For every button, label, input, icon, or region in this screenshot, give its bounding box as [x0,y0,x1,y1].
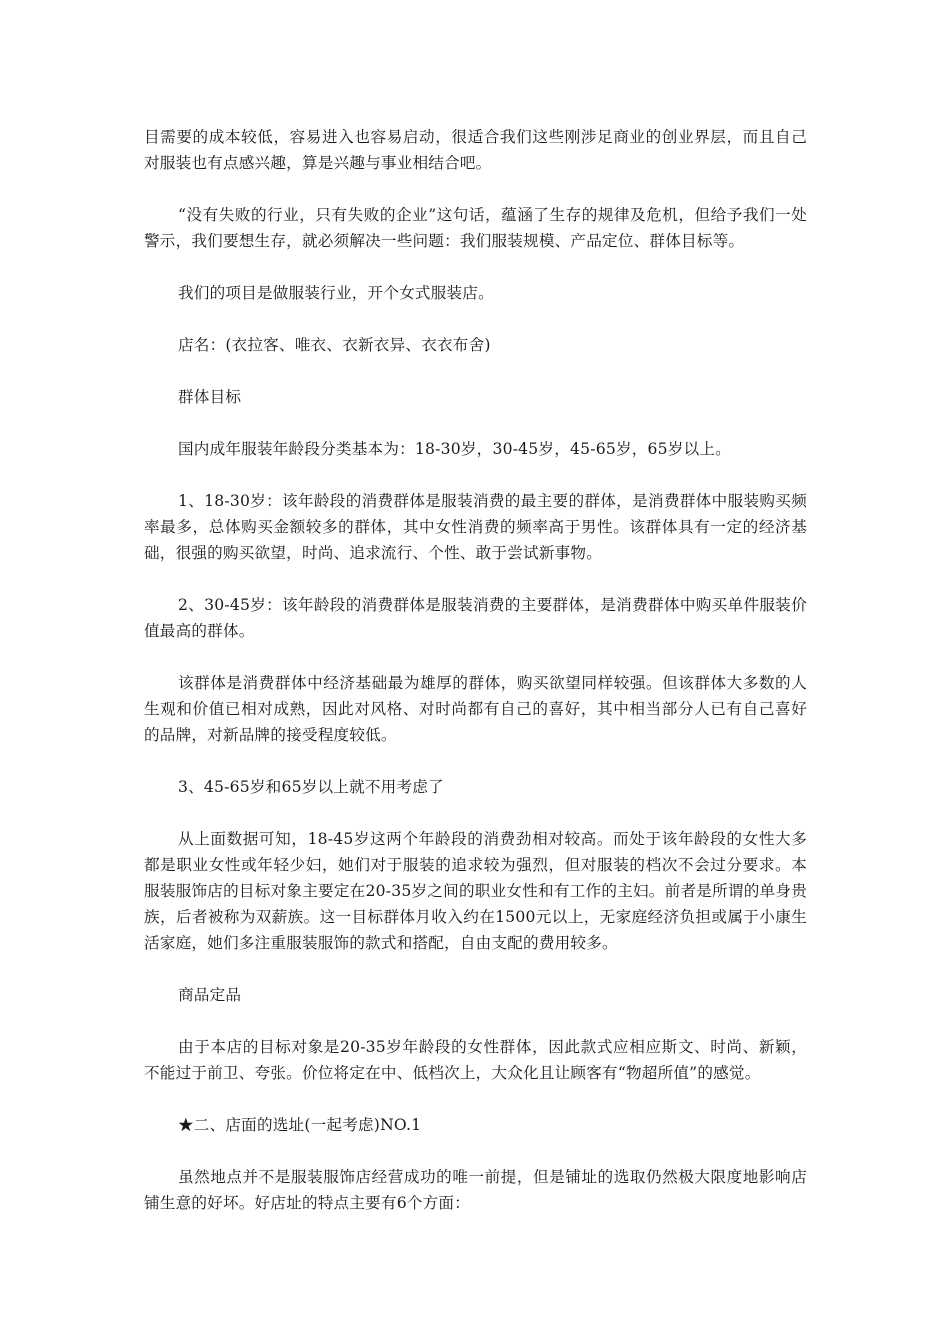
paragraph-8: 2、30-45岁：该年龄段的消费群体是服装消费的主要群体，是消费群体中购买单件服装价值最高的群体。 [144,596,807,640]
paragraph-4: 店名：(衣拉客、唯衣、衣新衣异、衣衣布舍) [178,336,491,354]
paragraph-3: 我们的项目是做服装行业，开个女式服装店。 [178,284,494,302]
paragraph-1: 目需要的成本较低，容易进入也容易启动，很适合我们这些刚涉足商业的创业界层，而且自己对服装也有点感兴趣，算是兴趣与事业相结合吧。 [144,128,807,172]
section-heading-target-group: 群体目标 [178,388,242,406]
section-heading-product-positioning: 商品定品 [178,986,242,1004]
document-page [144,124,807,1242]
paragraph-10: 3、45-65岁和65岁以上就不用考虑了 [178,778,444,796]
paragraph-13: 由于本店的目标对象是20-35岁年龄段的女性群体，因此款式应相应斯文、时尚、新颖，不能过于前卫、夸张。价位将定在中、低档次上，大众化且让顾客有“物超所值”的感觉。 [144,1038,807,1082]
paragraph-7: 1、18-30岁：该年龄段的消费群体是服装消费的最主要的群体，是消费群体中服装购买频率最多，总体购买金额较多的群体，其中女性消费的频率高于男性。该群体具有一定的经济基础，很强的购买欲望，时尚、追求流行、个性、敢于尝试新事物。 [144,492,807,562]
section-heading-store-location: ★二、店面的选址(一起考虑)NO.1 [178,1116,422,1134]
paragraph-9: 该群体是消费群体中经济基础最为雄厚的群体，购买欲望同样较强。但该群体大多数的人生观和价值已相对成熟，因此对风格、对时尚都有自己的喜好，其中相当部分人已有自己喜好的品牌，对新品牌的接受程度较低。 [144,674,807,744]
paragraph-6: 国内成年服装年龄段分类基本为：18-30岁，30-45岁，45-65岁，65岁以上。 [178,440,731,458]
paragraph-15: 虽然地点并不是服装服饰店经营成功的唯一前提，但是铺址的选取仍然极大限度地影响店铺生意的好坏。好店址的特点主要有6个方面： [144,1168,807,1212]
paragraph-11: 从上面数据可知，18-45岁这两个年龄段的消费劲相对较高。而处于该年龄段的女性大多都是职业女性或年轻少妇，她们对于服装的追求较为强烈，但对服装的档次不会过分要求。本服装服饰店的目标对象主要定在20-35岁之间的职业女性和有工作的主妇。前者是所谓的单身贵族，后者被称为双薪族。这一目标群体月收入约在1500元以上，无家庭经济负担或属于小康生活家庭，她们多注重服装服饰的款式和搭配，自由支配的费用较多。 [144,830,807,952]
paragraph-2: “没有失败的行业，只有失败的企业”这句话，蕴涵了生存的规律及危机，但给予我们一处警示，我们要想生存，就必须解决一些问题：我们服装规模、产品定位、群体目标等。 [144,206,807,250]
